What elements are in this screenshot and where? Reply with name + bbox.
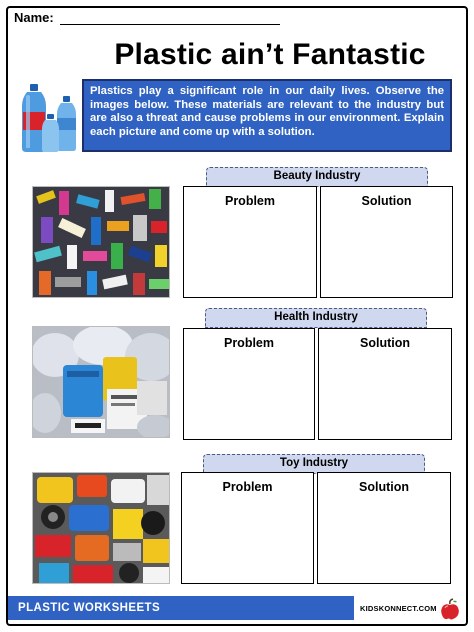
beauty-industry-tab: Beauty Industry — [206, 167, 428, 187]
footer-brand: KIDSKONNECT.COM — [360, 604, 437, 613]
beauty-solution-box[interactable] — [320, 186, 453, 298]
health-industry-tab: Health Industry — [205, 308, 427, 328]
name-label: Name: — [14, 10, 54, 25]
beauty-plastic-photo — [32, 186, 170, 298]
toy-plastic-photo — [32, 472, 170, 584]
name-field[interactable] — [14, 10, 280, 25]
health-solution-box[interactable] — [318, 328, 452, 440]
toy-solution-box[interactable] — [317, 472, 451, 584]
apple-logo-icon — [440, 598, 460, 620]
health-problem-box[interactable] — [183, 328, 315, 440]
toy-problem-label: Problem — [222, 480, 273, 494]
health-solution-label: Solution — [360, 336, 410, 350]
beauty-solution-label: Solution — [361, 194, 412, 208]
toy-solution-label: Solution — [359, 480, 409, 494]
health-problem-label: Problem — [223, 336, 274, 350]
page-title: Plastic ain’t Fantastic — [114, 38, 426, 71]
beauty-problem-box[interactable] — [183, 186, 317, 298]
health-plastic-photo — [32, 326, 170, 438]
beauty-problem-label: Problem — [224, 194, 275, 208]
name-underline[interactable] — [60, 12, 280, 25]
toy-problem-box[interactable] — [181, 472, 314, 584]
instructions-box: Plastics play a significant role in our daily lives. Observe the images below. These materials are relevant to the industry but are also a threat and cause problems in our environment. Explain each picture and come up with a solution. — [82, 79, 452, 152]
footer-banner: PLASTIC WORKSHEETS — [8, 596, 354, 620]
plastic-bottles-icon — [18, 82, 82, 154]
toy-industry-tab: Toy Industry — [203, 454, 425, 474]
